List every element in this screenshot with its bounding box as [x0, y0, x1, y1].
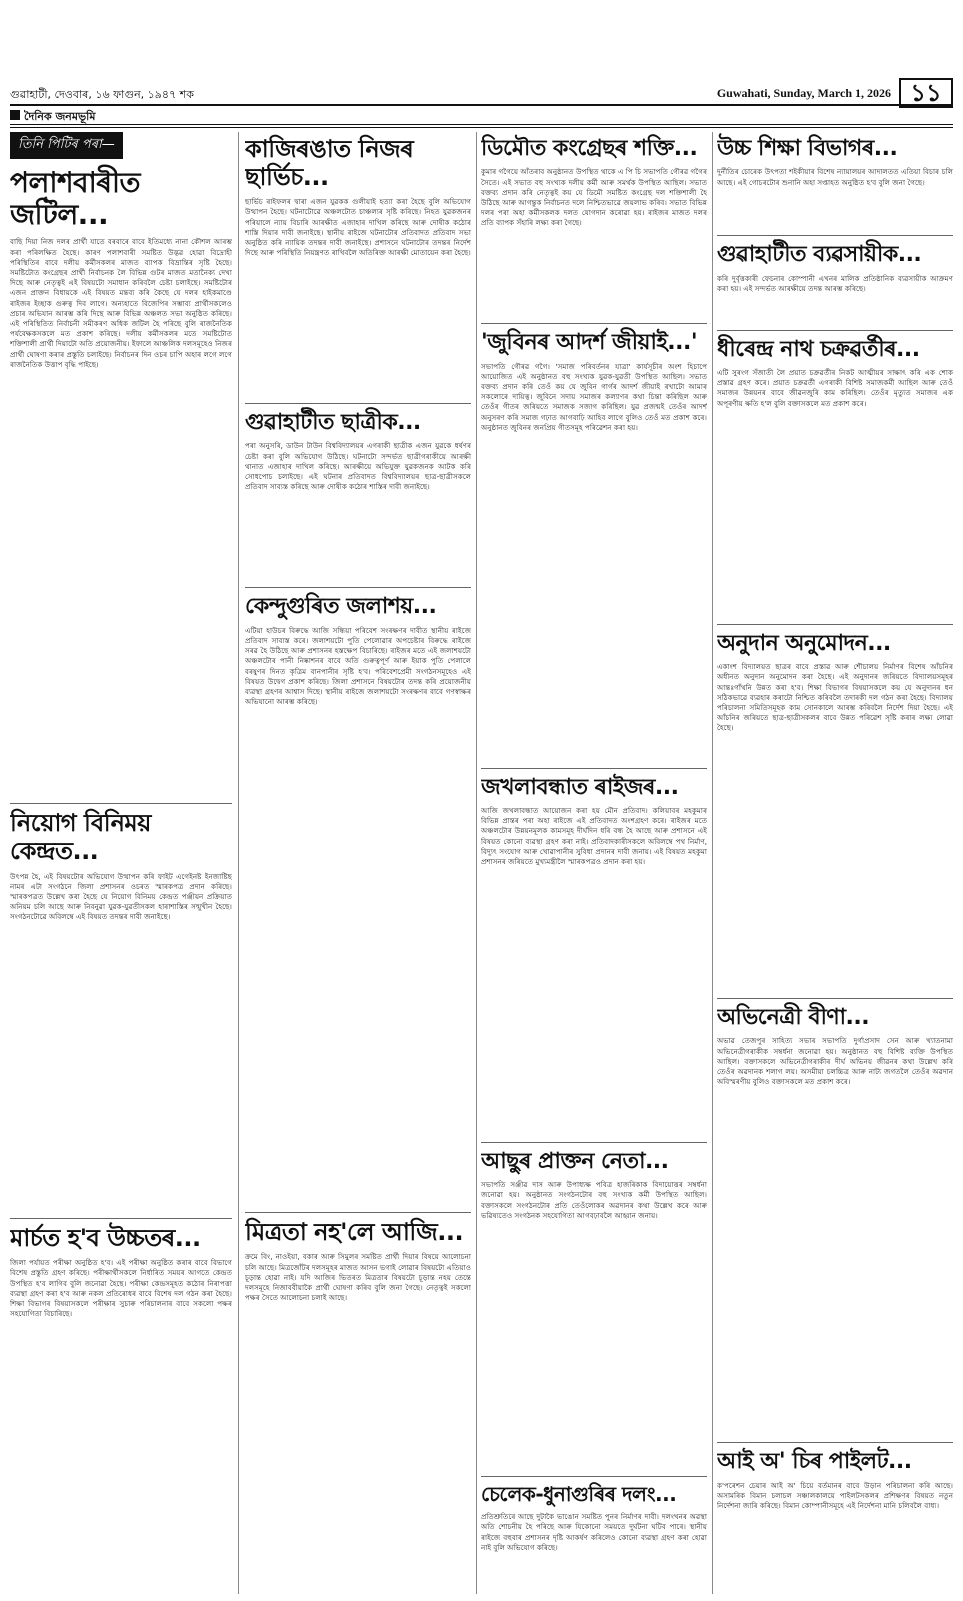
page-number: ১১ — [899, 78, 953, 108]
article-headline[interactable]: মাৰ্চত হ'ব উচ্চতৰ... — [10, 1223, 201, 1252]
article-headline[interactable]: গুৱাহাটীত ব্যৱসায়ীক... — [717, 242, 922, 268]
article-body: সভাপতি গৌৰৱ গগৈ। 'সমাজ পৰিবৰ্তনৰ যাত্ৰা' কাৰ্যসূচীৰ অংশ হিচাপে আয়োজিত এই অনুষ্ঠানত বহু সংখ্যক যুৱক-যুৱতী উপস্থিত আছিল। সভাত বক্তব্য প্ৰদান কৰি তেওঁ কয় যে জুবিন গাৰ্গৰ আদৰ্শ জীয়াই ৰখাটো আমাৰ সকলোৰে দায়িত্ব। জুবিনে সদায় সমাজৰ কল্যাণৰ কথা চিন্তা কৰিছিল আৰু তেওঁৰ গীতৰ জৰিয়তে সমাজক সজাগ কৰিছিল। যুৱ প্ৰজন্মই তেওঁৰ আদৰ্শ অনুসৰণ কৰি সমাজ গঢ়াত আগবাঢ়ি আহিব লাগে বুলিও তেওঁ মত প্ৰকাশ কৰে। অনুষ্ঠানত জুবিনৰ জনপ্ৰিয় গীতসমূহ পৰিৱেশন কৰা হয়। — [481, 361, 707, 432]
article-body: ছাৰ্ভিচ ৰাইফলৰ দ্বাৰা এজন যুৱকক গুলীয়াই হত্যা কৰা হৈছে বুলি অভিযোগ উত্থাপন হৈছে। ঘটনাটোৱে অঞ্চলটোত চাঞ্চল্যৰ সৃষ্টি কৰিছে। নিহত যুৱকজনৰ পৰিয়ালে ন্যায় বিচাৰি আৰক্ষীত এজাহাৰ দাখিল কৰিছে আৰু দোষীক কঠোৰ শাস্তি দিয়াৰ দাবী জনাইছে। স্থানীয় ৰাইজে ঘটনাটোৰ প্ৰতিবাদত প্ৰতিবাদ সভা অনুষ্ঠিত কৰি ন্যায়িক তদন্তৰ দাবী জনাইছে। প্ৰশাসনে ঘটনাটোৰ তদন্তৰ নিৰ্দেশ দিছে আৰু পৰিস্থিতি নিয়ন্ত্ৰণত ৰাখিবলৈ অতিৰিক্ত আৰক্ষী মোতায়েন কৰা হৈছে। — [245, 197, 471, 258]
header-rule — [10, 104, 953, 106]
article-body: পৰা অনুসৰি, ডাউন টাউন বিশ্ববিদ্যালয়ৰ এগৰাকী ছাত্ৰীক এজন যুৱকে ধৰ্ষণৰ চেষ্টা কৰা বুলি অভিযোগ উঠিছে। ঘটনাটো সন্দৰ্ভত ছাত্ৰীগৰাকীয়ে আৰক্ষী থানাত এজাহাৰ দাখিল কৰিছে। আৰক্ষীয়ে অভিযুক্ত যুৱকজনক আটক কৰি সোধপোচ চলাইছে। এই ঘটনাৰ প্ৰতিবাদত বিশ্ববিদ্যালয়ৰ ছাত্ৰ-ছাত্ৰীসকলে প্ৰতিবাদ সাব্যস্ত কৰিছে আৰু দোষীক কঠোৰ শাস্তিৰ দাবী জনাইছে। — [245, 441, 471, 492]
article-headline[interactable]: নিয়োগ বিনিময় কেন্দ্ৰত... — [10, 809, 151, 865]
article-body: প্ৰতিশ্ৰুতিৰে আছে দুটাকৈ ভাঙোন সমষ্টিত পুনৰ নিৰ্মাণৰ দাবী। দলংখনৰ অৱস্থা অতি শোচনীয় হৈ পৰিছে আৰু যিকোনো সময়তে দুৰ্ঘটনা ঘটিব পাৰে। স্থানীয় ৰাইজে বহুবাৰ প্ৰশাসনৰ দৃষ্টি আকৰ্ষণ কৰিলেও কোনো ব্যৱস্থা গ্ৰহণ কৰা হোৱা নাই বুলি অভিযোগ কৰিছে। — [481, 1512, 707, 1552]
article-headline[interactable]: চেলেক-ধুনাগুৰিৰ দলং... — [481, 1482, 677, 1507]
article-divider — [245, 1212, 471, 1213]
article-divider — [10, 1218, 232, 1219]
page-header — [0, 0, 963, 123]
column-3 — [481, 132, 707, 1594]
continued-kicker: তিনি পিটিৰ পৰা— — [10, 132, 123, 159]
article-divider — [717, 624, 953, 625]
article-headline[interactable]: ধীৰেন্দ্ৰ নাথ চক্ৰৱৰ্তীৰ... — [717, 336, 920, 362]
article-divider — [481, 323, 707, 324]
article-headline[interactable]: মিত্ৰতা নহ'লে আজি... — [245, 1217, 464, 1246]
article-divider — [717, 235, 953, 236]
article-divider — [481, 768, 707, 769]
article-body: সভাপতি সঞ্জীৱ দাস আৰু উপাধ্যক্ষ পবিত্ৰ হাজৰিকাক বিদায়োত্তৰ সম্বৰ্ধনা জনোৱা হয়। অনুষ্ঠানত সংগঠনটোৰ বহু সংখ্যক কৰ্মী উপস্থিত আছিল। বক্তাসকলে সংগঠনটোৰ প্ৰতি তেওঁলোকৰ অৱদানৰ কথা উল্লেখ কৰে আৰু ভৱিষ্যতেও সংগঠনক সহযোগিতা আগবঢ়াবলৈ আহ্বান জনায়। — [481, 1180, 707, 1220]
article-divider — [717, 330, 953, 331]
column-divider — [712, 132, 713, 1594]
article-divider — [717, 1442, 953, 1443]
article-headline[interactable]: আই অ' চিৰ পাইলট... — [717, 1449, 912, 1475]
article-divider — [717, 998, 953, 999]
column-4 — [717, 132, 953, 1594]
article-body: দুৰ্নীতিৰ চোৰেক উৎপতা শইকীয়াৰ বিশেষ ন্যায়ালয়ৰ আদালতত এতিয়া বিচাৰ চলি আছে। এই গোচৰটোৰ শুনানি অহা সপ্তাহত অনুষ্ঠিত হ'ব বুলি জনা গৈছে। — [717, 167, 953, 187]
header-date-assamese: গুৱাহাটী, দেওবাৰ, ১৬ ফাগুন, ১৯৪৭ শক — [10, 88, 194, 101]
column-1 — [10, 132, 232, 1594]
article-headline[interactable]: কেন্দুগুৰিত জলাশয়... — [245, 594, 437, 620]
article-headline[interactable]: কাজিৰঙাত নিজৰ ছাৰ্ভিচ... — [245, 135, 414, 191]
article-body: আজি জখলাবন্ধাত আয়োজন কৰা হয় মৌন প্ৰতিবাদ। কলিয়াবৰ মহকুমাৰ বিভিন্ন প্ৰান্তৰ পৰা অহা ৰাইজে এই প্ৰতিবাদত অংশগ্ৰহণ কৰে। ৰাইজৰ মতে অঞ্চলটোৰ উন্নয়নমূলক কামসমূহ দীৰ্ঘদিন ধৰি বন্ধ হৈ আছে আৰু প্ৰশাসনে এই বিষয়ত কোনো ব্যৱস্থা গ্ৰহণ কৰা নাই। প্ৰতিবাদকাৰীসকলে অবিলম্বে পথ নিৰ্মাণ, বিদ্যুৎ সংযোগ আৰু খোৱাপানীৰ সুবিধা প্ৰদানৰ দাবী জনায়। এই বিষয়ত মহকুমা প্ৰশাসনৰ জৰিয়তে মুখ্যমন্ত্ৰীলৈ স্মাৰকপত্ৰও প্ৰদান কৰা হয়। — [481, 805, 707, 866]
article-body: ক্ৰমে বিং, নাওইয়া, বকাৰ আৰু সিমুলৰ সমষ্টিত প্ৰাৰ্থী দিয়াৰ বিষয়ে আলোচনা চলি আছে। মিত্ৰজোঁটৰ দলসমূহৰ মাজত আসন ভগাই লোৱাৰ বিষয়টো এতিয়াও চূড়ান্ত হোৱা নাই। যদি আজিৰ ভিতৰত মিত্ৰতাৰ বিষয়টো চূড়ান্ত নহয় তেন্তে দলসমূহে নিজাববীয়াকৈ প্ৰাৰ্থী ঘোষণা কৰিব বুলি জনা গৈছে। নেতৃত্বই সকলো পক্ষৰ সৈতে আলোচনা চলাই আছে। — [245, 1252, 471, 1303]
article-divider — [245, 403, 471, 404]
masthead: দৈনিক জনমভূমি — [10, 108, 95, 127]
article-headline[interactable]: ডিমৌত কংগ্ৰেছৰ শক্তি... — [481, 136, 698, 161]
header-double-rule — [10, 124, 953, 128]
article-body: কৰি দুৰ্বৃত্তকাৰী ফেচনাৰ কোম্পানী এখনৰ মালিক প্ৰতিষ্ঠানিক ব্যৱসায়ীক আক্ৰমণ কৰা হয়। এই সন্দৰ্ভত আৰক্ষীয়ে তদন্ত আৰম্ভ কৰিছে। — [717, 273, 953, 293]
article-body: উৎপন্ন হৈ, এই বিষয়টোৰ অভিযোগ উত্থাপন কৰি ফাইট এগেইনষ্ট ইনজাষ্টিছ নামৰ এটা সংগঠনে জিলা প্ৰশাসনৰ ওচৰত স্মাৰকপত্ৰ প্ৰদান কৰিছে। স্মাৰকপত্ৰত উল্লেখ কৰা হৈছে যে নিয়োগ বিনিময় কেন্দ্ৰত পঞ্জীয়ন প্ৰক্ৰিয়াত অনিয়ম চলি আছে আৰু নিবনুৱা যুৱক-যুৱতীসকল হাৰাশাস্তিৰ সন্মুখীন হৈছে। সংগঠনটোৱে অবিলম্বে এই বিষয়ত তদন্তৰ দাবী জনাইছে। — [10, 871, 232, 922]
column-divider — [476, 132, 477, 1594]
article-body: এটিয়া হাউচৰ বিৰুদ্ধে আজি সন্ধিয়া পৰিবেশ সংৰক্ষণৰ দাবীত স্থানীয় ৰাইজে প্ৰতিবাদ সাব্যস্ত কৰে। জলাশয়টো পুতি পেলোৱাৰ অপচেষ্টাৰ বিৰুদ্ধে ৰাইজে সৰৱ হৈ উঠিছে আৰু প্ৰশাসনৰ হস্তক্ষেপ বিচাৰিছে। ৰাইজৰ মতে এই জলাশয়টো অঞ্চলটোৰ পানী নিষ্কাশনৰ বাবে অতি গুৰুত্বপূৰ্ণ আৰু ইয়াক পুতি পেলালে বৰষুণৰ দিনত কৃত্ৰিম বানপানীৰ সৃষ্টি হ'ব। পৰিবেশপ্ৰেমী সংগঠনসমূহেও এই বিষয়ত উদ্বেগ প্ৰকাশ কৰিছে। জিলা প্ৰশাসনে বিষয়টোৰ তদন্ত কৰি প্ৰয়োজনীয় ব্যৱস্থা গ্ৰহণৰ আশ্বাস দিছে। স্থানীয় ৰাইজে জলাশয়টো সংৰক্ষণৰ বাবে গণস্বাক্ষৰ অভিযানো আৰম্ভ কৰিছে। — [245, 625, 471, 707]
article-headline[interactable]: পলাশবাৰীত জটিল... — [10, 166, 141, 232]
header-date-english: Guwahati, Sunday, March 1, 2026 — [716, 86, 891, 100]
article-body: অভাৱ তেজপুৰ সাহিত্য সভাৰ সভাপতি দুৰ্গাপ্ৰসাদ সেন আৰু খ্যাতনামা অভিনেত্ৰীগৰাকীক সম্বৰ্ধনা জনোৱা হয়। অনুষ্ঠানত বহু বিশিষ্ট ব্যক্তি উপস্থিত আছিল। বক্তাসকলে অভিনেত্ৰীগৰাকীৰ দীৰ্ঘ অভিনয় জীৱনৰ কথা উল্লেখ কৰি তেওঁৰ অৱদানক শলাগ লয়। অসমীয়া চলচ্চিত্ৰ আৰু নাট্য জগতলৈ তেওঁৰ অৱদান অবিস্মৰণীয় বুলিও বক্তাসকলে মত প্ৰকাশ কৰে। — [717, 1036, 953, 1087]
article-headline[interactable]: উচ্চ শিক্ষা বিভাগৰ... — [717, 136, 898, 161]
article-headline[interactable]: জখলাবন্ধাত ৰাইজৰ... — [481, 774, 679, 800]
article-headline[interactable]: আছুৰ প্ৰাক্তন নেতা... — [481, 1148, 669, 1174]
article-body: বাছি দিয়া নিজ দলৰ প্ৰাৰ্থী যাতে বৰবাৰে বাবে ইতিমধ্যে নানা কৌশল আৰম্ভ কৰা পৰিলক্ষিত হৈছে। কাৰণ পলাশবাৰী সমষ্টিত উদ্ভৱ হোৱা বিদ্ৰোহী পৰিস্থিতিৰ বাবে দলীয় কৰ্মীসকলৰ মাজত ব্যাপক বিভ্ৰান্তিৰ সৃষ্টি হৈছে। সমষ্টিটোত কংগ্ৰেছৰ প্ৰাৰ্থী নিৰ্বাচনক লৈ বিভিন্ন গুটৰ মাজত মতানৈক্য দেখা দিছে আৰু নেতৃত্বই এই বিষয়টো সমাধান কৰিবলৈ চেষ্টা চলাইছে। সমষ্টিটোৰ এজন প্ৰাক্তন বিধায়কে এই বিষয়ত মন্তব্য কৰি কৈছে যে দলৰ হাইকমাণ্ডে ৰাইজৰ ইচ্ছাক গুৰুত্ব দিব লাগে। অন্যহাতে বিজেপিৰ সম্ভাব্য প্ৰাৰ্থীসকলেও প্ৰচাৰ অভিযান আৰম্ভ কৰি দিছে আৰু বিভিন্ন অঞ্চলত সভা অনুষ্ঠিত কৰিছে। এই পৰিস্থিতিত নিৰ্বাচনী সমীকৰণ অধিক জটিল হৈ পৰিছে বুলি ৰাজনৈতিক পৰ্যবেক্ষকসকলে মত প্ৰকাশ কৰিছে। দলীয় কৰ্মীসকলৰ মতে সমষ্টিটোত শক্তিশালী প্ৰাৰ্থী দিয়াটো অতি প্ৰয়োজনীয়। ইফালে আঞ্চলিক দলসমূহেও নিজৰ প্ৰাৰ্থী ঘোষণা কৰাৰ প্ৰস্তুতি চলাইছে। নিৰ্বাচনৰ দিন ওচৰ চাপি অহাৰ লগে লগে ৰাজনৈতিক উত্তাপ বৃদ্ধি পাইছে। — [10, 237, 232, 369]
article-body: একাংশ বিদ্যালয়ত ছাত্ৰৰ বাবে প্ৰস্তাৱ আৰু শৌচালয় নিৰ্মাণৰ বিশেষ আঁচনিৰ অধীনত অনুদান অনুমোদন কৰা হৈছে। এই অনুদানৰ জৰিয়তে বিদ্যালয়সমূহৰ আন্তঃগাঁথনি উন্নত কৰা হ'ব। শিক্ষা বিভাগৰ বিষয়াসকলে কয় যে অনুদানৰ ধন সঠিকভাৱে ব্যৱহাৰ কৰাটো নিশ্চিত কৰিবলৈ তদাৰকী দল গঠন কৰা হৈছে। বিদ্যালয় পৰিচালনা সমিতিসমূহক কাম সোনকালে আৰম্ভ কৰিবলৈ নিৰ্দেশ দিয়া হৈছে। এই আঁচনিৰ জৰিয়তে ছাত্ৰ-ছাত্ৰীসকলৰ বাবে উন্নত পৰিৱেশ সৃষ্টি কৰাৰ লক্ষ্য লোৱা হৈছে। — [717, 662, 953, 733]
article-divider — [481, 1142, 707, 1143]
article-headline[interactable]: অনুদান অনুমোদন... — [717, 630, 891, 656]
article-divider — [10, 803, 232, 804]
article-headline[interactable]: 'জুবিনৰ আদৰ্শ জীয়াই...' — [481, 330, 698, 356]
article-divider — [481, 1476, 707, 1477]
article-body: এটি সুৰংগ সঁজাতী লৈ প্ৰয়াত চক্ৰৱৰ্তীৰ নিকট আত্মীয়ৰ সাক্ষাৎ কৰি এক শোক প্ৰস্তাৱ গ্ৰহণ কৰে। প্ৰয়াত চক্ৰৱৰ্তী এগৰাকী বিশিষ্ট সমাজকৰ্মী আছিল আৰু তেওঁ সমাজৰ উন্নয়নৰ বাবে জীৱনজুৰি কাম কৰিছিল। তেওঁৰ মৃত্যুত সমাজৰ এক অপূৰণীয় ক্ষতি হ'ল বুলি বক্তাসকলে মত প্ৰকাশ কৰে। — [717, 367, 953, 408]
column-2 — [245, 132, 471, 1594]
article-headline[interactable]: গুৱাহাটীত ছাত্ৰীক... — [245, 410, 421, 436]
article-headline[interactable]: অভিনেত্ৰী বীণা... — [717, 1005, 870, 1031]
article-divider — [245, 587, 471, 588]
article-body: জিলা পৰ্যায়ত পৰীক্ষা অনুষ্ঠিত হ'ব। এই পৰীক্ষা অনুষ্ঠিত কৰাৰ বাবে বিভাগে বিশেষ প্ৰস্তুতি গ্ৰহণ কৰিছে। পৰীক্ষাৰ্থীসকলে নিৰ্ধাৰিত সময়ৰ আগতে কেন্দ্ৰত উপস্থিত হ'ব লাগিব বুলি জনোৱা হৈছে। পৰীক্ষা কেন্দ্ৰসমূহত কঠোৰ নিৰাপত্তা ব্যৱস্থা গ্ৰহণ কৰা হ'ব আৰু নকল প্ৰতিৰোধৰ বাবে বিশেষ দল গঠন কৰা হৈছে। শিক্ষা বিভাগৰ বিষয়াসকলে পৰীক্ষাৰ সুচাৰু পৰিচালনাৰ বাবে সকলো পক্ষৰ সহযোগিতা বিচাৰিছে। — [10, 1258, 232, 1319]
column-divider — [238, 132, 239, 1594]
article-body: কুমাৰ গগৈয়ে আঁতৰাব অনুষ্ঠানত উপস্থিত থাকে এ পি চি সভাপতি গৌৰৱ গগৈৰ সৈতে। এই সভাত বহু সংখ্যক দলীয় কৰ্মী আৰু সমৰ্থক উপস্থিত আছিল। সভাত বক্তব্য প্ৰদান কৰি নেতৃত্বই কয় যে ডিমৌ সমষ্টিত কংগ্ৰেছ দল শক্তিশালী হৈ উঠিছে আৰু আগন্তুক নিৰ্বাচনত দলে নিশ্চিতভাৱে জয়লাভ কৰিব। সভাত বিভিন্ন দলৰ পৰা অহা কৰ্মীসকলক দলত যোগদান কৰোৱা হয়। ৰাইজৰ মাজত দলৰ প্ৰতি ব্যাপক সঁহাৰি লক্ষ্য কৰা গৈছে। — [481, 167, 707, 228]
article-body: ক'পৰেশন চেয়াৰ আই অ' চিয়ে বৰ্তমানৰ বাবে উড়ান পৰিচালনা কৰি আছে। অসামৰিক বিমান চলাচল সঞ্চালকালয়ে পাইলটসকলৰ প্ৰশিক্ষণৰ বিষয়ত নতুন নিৰ্দেশনা জাৰি কৰিছে। বিমান কোম্পানীসমূহে এই নিৰ্দেশনা মানি চলিবলৈ বাধ্য। — [717, 1480, 953, 1511]
